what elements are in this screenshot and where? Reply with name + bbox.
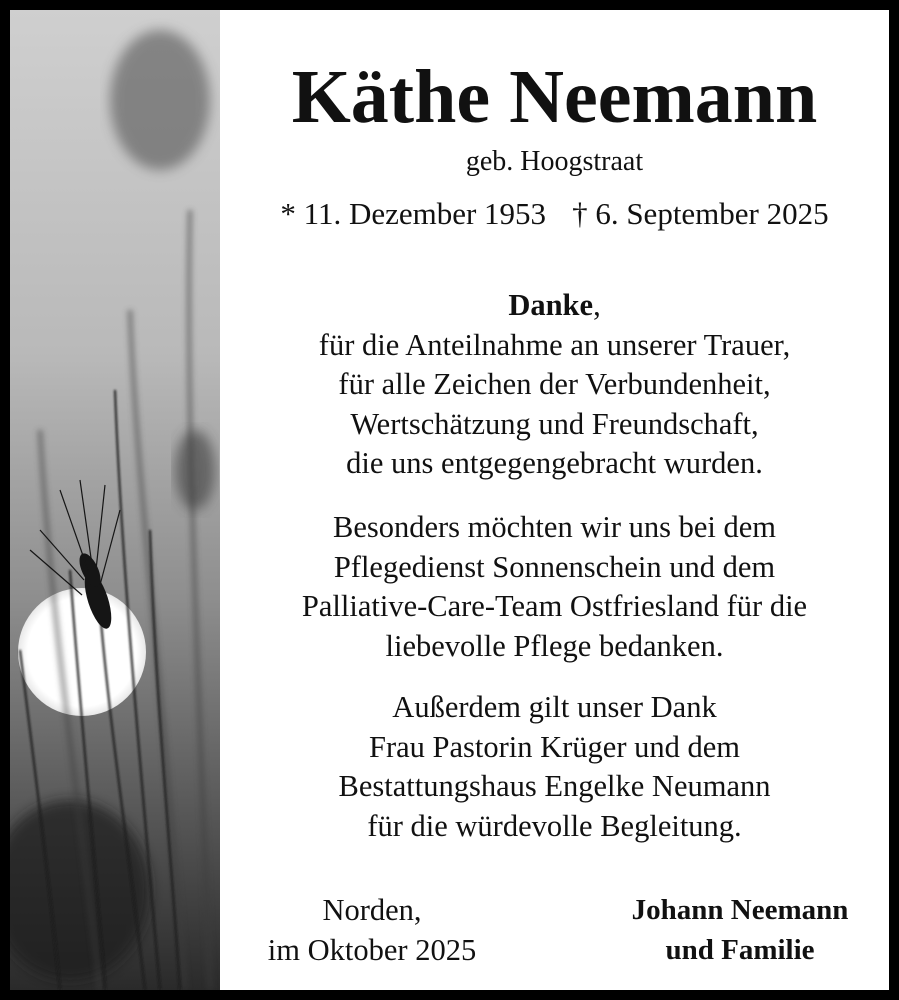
care-paragraph [220, 508, 889, 666]
signature-name: Johann Neemann [631, 894, 849, 926]
care-line: Besonders möchten wir uns bei dem [332, 510, 776, 544]
thanks-heading-punct: , [593, 288, 601, 322]
thanks-line: die uns entgegengebracht wurden. [346, 446, 763, 480]
maiden-name: geb. Hoogstraat [465, 146, 644, 177]
thanks-line: Wertschätzung und Freundschaft, [350, 406, 759, 441]
birth-date: * 11. Dezember 1953 [280, 196, 547, 231]
place-line: Norden, [322, 893, 422, 927]
further-line: für die würdevolle Begleitung. [367, 808, 742, 843]
further-line: Frau Pastorin Krüger und dem [368, 729, 741, 764]
life-dates [220, 194, 889, 234]
care-line: Pflegedienst Sonnenschein und dem [333, 549, 776, 584]
signature [600, 890, 880, 970]
date-line: im Oktober 2025 [267, 933, 477, 967]
place-date [242, 890, 502, 970]
thanks-heading: Danke [508, 288, 594, 322]
thanks-line: für alle Zeichen der Verbundenheit, [338, 367, 771, 401]
thanks-line: für die Anteilnahme an unserer Trauer, [318, 327, 791, 362]
further-line: Außerdem gilt unser Dank [392, 690, 717, 724]
signature-family: und Familie [665, 934, 815, 966]
deceased-name: Käthe Neemann [291, 55, 818, 139]
grass-sunset-photo [10, 10, 220, 990]
care-line: Palliative-Care-Team Ostfriesland für die [301, 589, 808, 623]
notice-text-column [220, 10, 889, 990]
further-line: Bestattungshaus Engelke Neumann [338, 769, 771, 803]
thanks-paragraph [220, 286, 889, 484]
further-thanks-paragraph [220, 688, 889, 846]
death-date: † 6. September 2025 [572, 196, 829, 231]
thanks-heading-line [220, 286, 889, 326]
care-line: liebevolle Pflege bedanken. [385, 628, 724, 663]
